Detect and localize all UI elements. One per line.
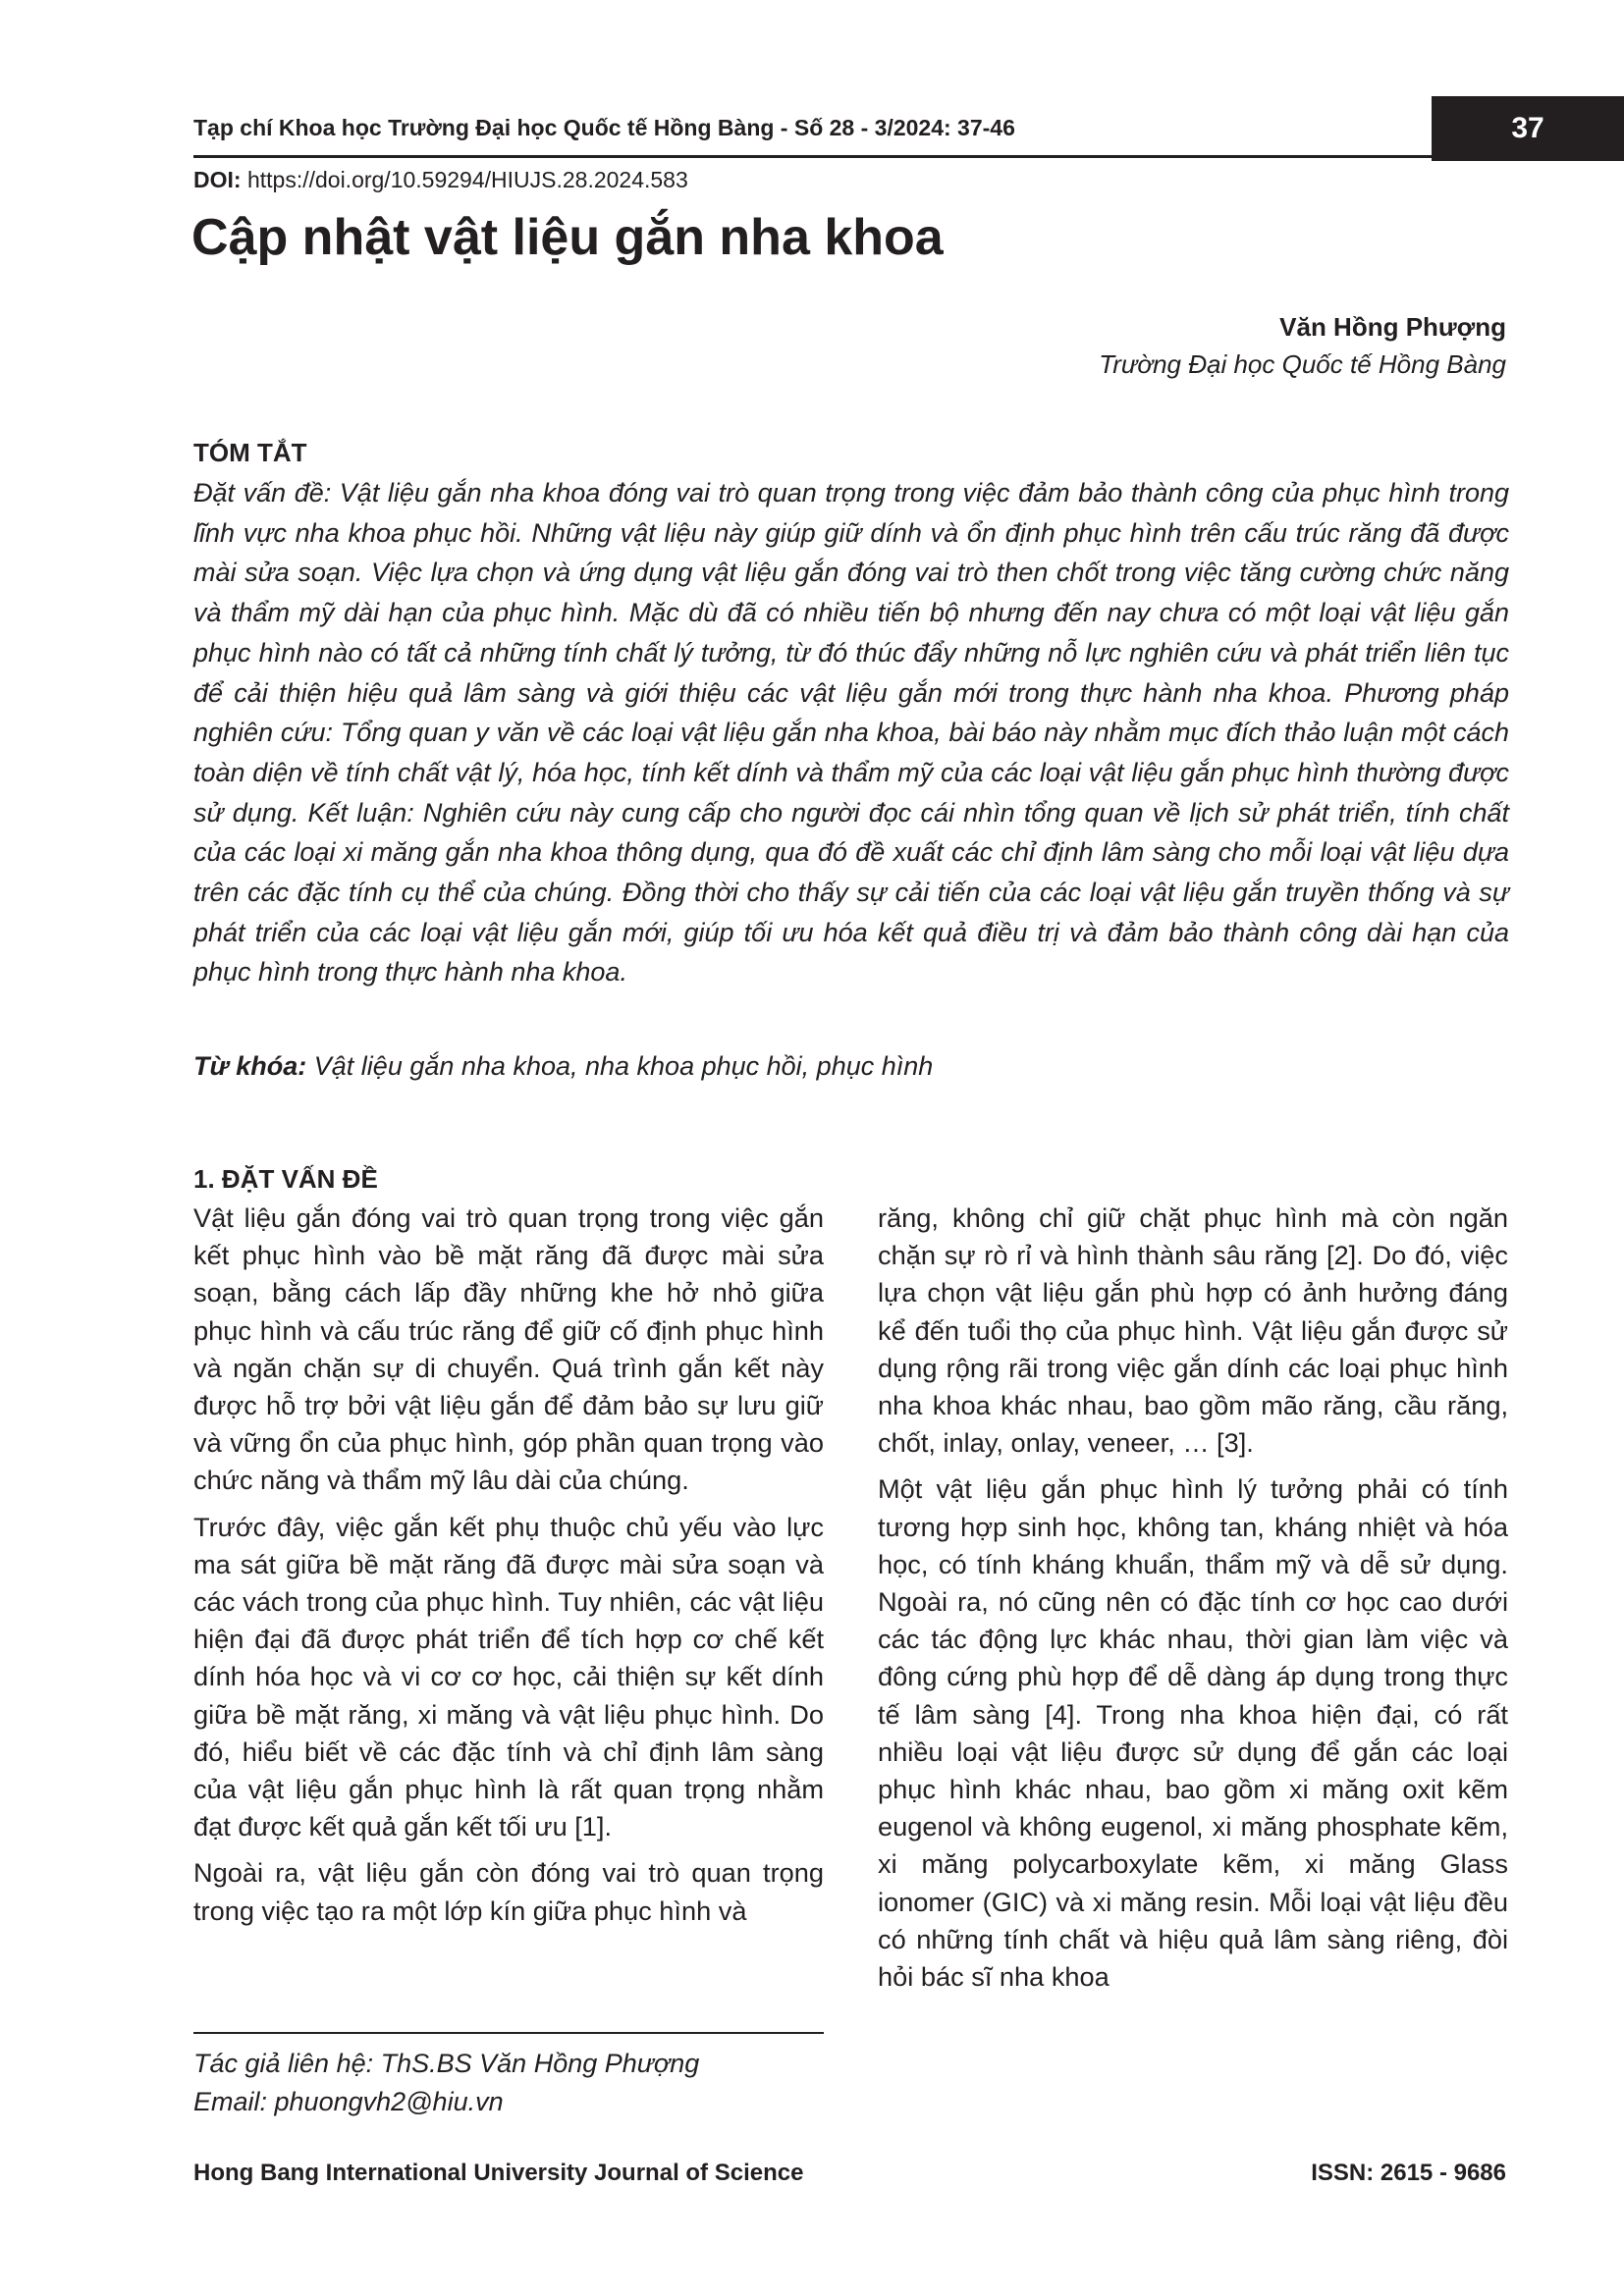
journal-header: Tạp chí Khoa học Trường Đại học Quốc tế Hồng Bàng - Số 28 - 3/2024: 37-46 <box>193 115 1015 140</box>
right-column <box>878 1200 1508 2004</box>
keywords-text: Vật liệu gắn nha khoa, nha khoa phục hồi, phục hình <box>306 1051 934 1081</box>
article-title: Cập nhật vật liệu gắn nha khoa <box>191 209 944 266</box>
paragraph: Một vật liệu gắn phục hình lý tưởng phải có tính tương hợp sinh học, không tan, kháng nhiệt và hóa học, có tính kháng khuẩn, thẩm mỹ và dễ sử dụng. Ngoài ra, nó cũng nên có đặc tính cơ học cao dưới các tác động lực khác nhau, thời gian làm việc và đông cứng phù hợp để dễ dàng áp dụng trong thực tế lâm sàng [4]. Trong nha khoa hiện đại, có rất nhiều loại vật liệu được sử dụng để gắn các loại phục hình khác nhau, bao gồm xi măng oxit kẽm eugenol và không eugenol, xi măng phosphate kẽm, xi măng polycarboxylate kẽm, xi măng Glass ionomer (GIC) và xi măng resin. Mỗi loại vật liệu đều có những tính chất và hiệu quả lâm sàng riêng, đòi hỏi bác sĩ nha khoa <box>878 1473 1508 1993</box>
author-affiliation: Trường Đại học Quốc tế Hồng Bàng <box>1099 349 1506 379</box>
doi-link[interactable]: https://doi.org/10.59294/HIUJS.28.2024.583 <box>241 167 688 192</box>
left-column <box>193 1200 824 1939</box>
paragraph: Trước đây, việc gắn kết phụ thuộc chủ yếu vào lực ma sát giữa bề mặt răng đã được mài sửa soạn và các vách trong của phục hình. Tuy nhiên, các vật liệu hiện đại đã được phát triển để tích hợp cơ chế kết dính hóa học và vi cơ cơ học, cải thiện sự kết dính giữa bề mặt răng, xi măng và vật liệu phục hình. Do đó, hiểu biết về các đặc tính và chỉ định lâm sàng của vật liệu gắn phục hình là rất quan trọng nhằm đạt được kết quả gắn kết tối ưu [1]. <box>193 1511 824 1842</box>
abstract-heading: TÓM TẮT <box>193 438 307 467</box>
header-rule <box>193 155 1432 158</box>
doi-label: DOI: <box>193 167 242 192</box>
author-block <box>1099 308 1506 383</box>
author-email: Email: phuongvh2@hiu.vn <box>193 2087 504 2116</box>
paragraph: răng, không chỉ giữ chặt phục hình mà còn ngăn chặn sự rò rỉ và hình thành sâu răng [2]. Do đó, việc lựa chọn vật liệu gắn phù hợp có ảnh hưởng đáng kể đến tuổi thọ của phục hình. Vật liệu gắn được sử dụng rộng rãi trong việc gắn dính các loại phục hình nha khoa khác nhau, bao gồm mão răng, cầu răng, chốt, inlay, onlay, veneer, … [3]. <box>878 1202 1508 1459</box>
keywords-label: Từ khóa: <box>193 1051 307 1081</box>
corresponding-author: Tác giả liên hệ: ThS.BS Văn Hồng Phượng <box>193 2049 700 2078</box>
page-number: 37 <box>1432 96 1624 161</box>
footer-issn: ISSN: 2615 - 9686 <box>1311 2160 1506 2186</box>
keywords <box>193 1051 933 1082</box>
footer-journal: Hong Bang International University Journal of Science <box>193 2160 804 2186</box>
paragraph: Ngoài ra, vật liệu gắn còn đóng vai trò quan trọng trong việc tạo ra một lớp kín giữa phục hình và <box>193 1857 824 1926</box>
author-name: Văn Hồng Phượng <box>1279 312 1506 342</box>
section-heading: 1. ĐẶT VẤN ĐỀ <box>193 1164 378 1194</box>
abstract-text: Đặt vấn đề: Vật liệu gắn nha khoa đóng vai trò quan trọng trong việc đảm bảo thành công của phục hình trong lĩnh vực nha khoa phục hồi. Những vật liệu này giúp giữ dính và ổn định phục hình trên cấu trúc răng đã được mài sửa soạn. Việc lựa chọn và ứng dụng vật liệu gắn đóng vai trò then chốt trong việc tăng cường chức năng và thẩm mỹ dài hạn của phục hình. Mặc dù đã có nhiều tiến bộ nhưng đến nay chưa có một loại vật liệu gắn phục hình nào có tất cả những tính chất lý tưởng, từ đó thúc đẩy những nỗ lực nghiên cứu và phát triển liên tục để cải thiện hiệu quả lâm sàng và giới thiệu các vật liệu gắn mới trong thực hành nha khoa. Phương pháp nghiên cứu: Tổng quan y văn về các loại vật liệu gắn nha khoa, bài báo này nhằm mục đích thảo luận một cách toàn diện về tính chất vật lý, hóa học, tính kết dính và thẩm mỹ của các loại vật liệu gắn phục hình thường được sử dụng. Kết luận: Nghiên cứu này cung cấp cho người đọc cái nhìn tổng quan về lịch sử phát triển, tính chất của các loại xi măng gắn nha khoa thông dụng, qua đó đề xuất các chỉ định lâm sàng cho mỗi loại vật liệu dựa trên các đặc tính cụ thể của chúng. Đồng thời cho thấy sự cải tiến của các loại vật liệu gắn truyền thống và sự phát triển của các loại vật liệu gắn mới, giúp tối ưu hóa kết quả điều trị và đảm bảo thành công dài hạn của phục hình trong thực hành nha khoa. <box>193 478 1509 988</box>
paragraph: Vật liệu gắn đóng vai trò quan trọng trong việc gắn kết phục hình vào bề mặt răng đã được mài sửa soạn, bằng cách lấp đầy những khe hở nhỏ giữa phục hình và cấu trúc răng để giữ cố định phục hình và ngăn chặn sự di chuyển. Quá trình gắn kết này được hỗ trợ bởi vật liệu gắn để đảm bảo sự lưu giữ và vững ổn của phục hình, góp phần quan trọng vào chức năng và thẩm mỹ lâu dài của chúng. <box>193 1202 824 1496</box>
doi-line <box>193 167 688 193</box>
footnote-rule <box>193 2032 824 2034</box>
footnote <box>193 2045 699 2121</box>
